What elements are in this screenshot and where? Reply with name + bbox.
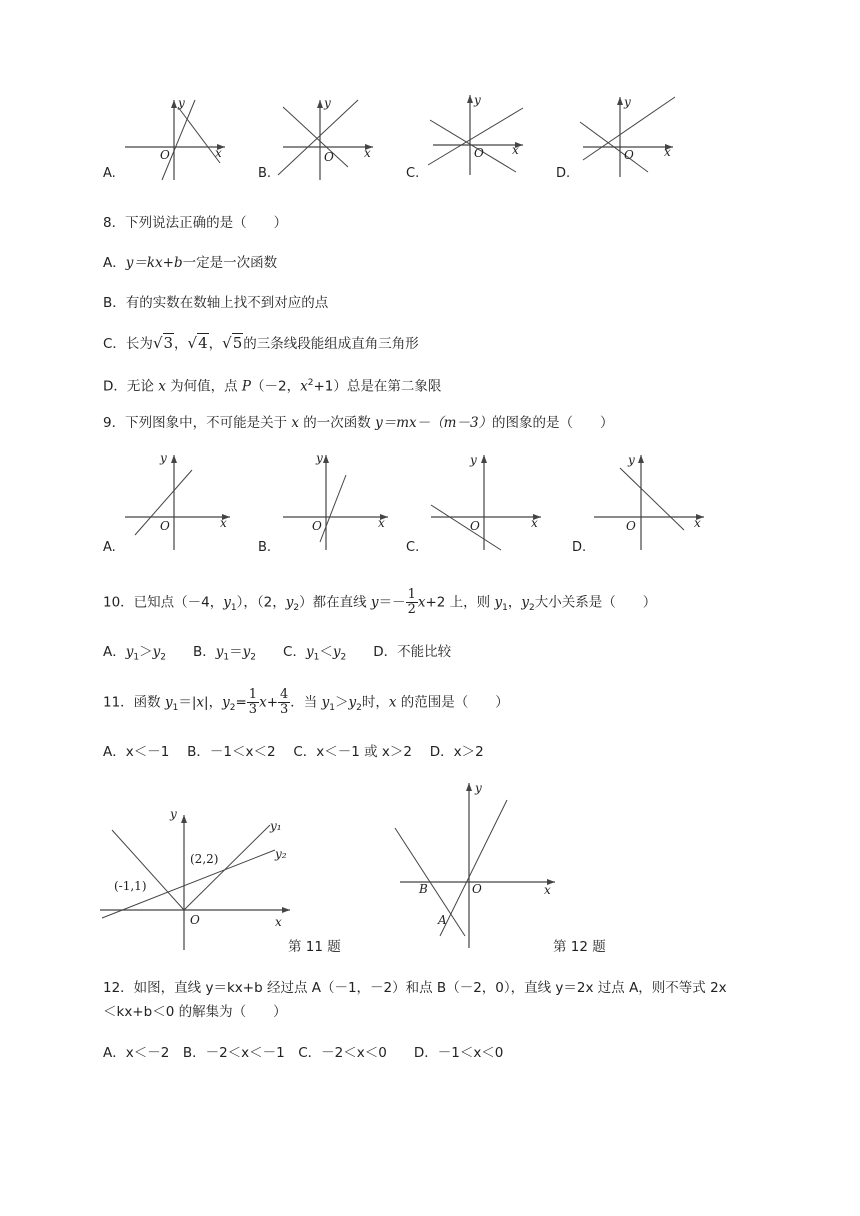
q7d-x-label: x bbox=[664, 145, 671, 159]
figure-12 bbox=[390, 778, 570, 953]
q8-option-d: D．无论 x 为何值，点 P（－2，$x^2+1$）总是在第二象限 bbox=[103, 378, 442, 395]
q9d-origin: O bbox=[626, 519, 636, 533]
q8-option-a: A．y＝kx+b一定是一次函数 bbox=[103, 255, 278, 271]
fig11-x-label: x bbox=[275, 915, 282, 929]
q7a-x-label: x bbox=[215, 146, 222, 160]
q9d-x-label: x bbox=[694, 516, 701, 530]
fig11-origin: O bbox=[190, 913, 200, 927]
q9-option-a-label: A. bbox=[103, 540, 116, 555]
fig11-point-neg1-1: (-1,1) bbox=[114, 879, 147, 893]
q7b-y-label: y bbox=[324, 96, 331, 110]
q7-graph-a bbox=[120, 95, 230, 185]
figure-12-caption: 第 12 题 bbox=[553, 939, 606, 955]
q9c-y-label: y bbox=[470, 453, 477, 467]
q7a-origin: O bbox=[160, 148, 170, 162]
figure-11-caption: 第 11 题 bbox=[288, 939, 341, 955]
fig11-y2-label: y₂ bbox=[275, 847, 287, 861]
q9b-x-label: x bbox=[378, 516, 385, 530]
q9-graph-c bbox=[426, 450, 551, 555]
q9a-x-label: x bbox=[220, 516, 227, 530]
q11-options: A．x＜－1 B．－1＜x＜2 C．x＜－1 或 x＞2 D．x＞2 bbox=[103, 744, 484, 760]
fig12-point-b: B bbox=[419, 882, 428, 896]
q7a-y-label: y bbox=[178, 96, 185, 110]
q9-graph-d bbox=[592, 450, 717, 555]
q7-option-a-label: A. bbox=[103, 166, 116, 181]
q9b-origin: O bbox=[312, 519, 322, 533]
q12-stem-line1: 12．如图，直线 y＝kx+b 经过点 A（－1，－2）和点 B（－2，0），直线 y＝2x 过点 A，则不等式 2x bbox=[103, 980, 727, 996]
q7-option-b-label: B. bbox=[258, 166, 272, 181]
q10-stem: 10．已知点（－4，$y_1$），（2，$y_2$）都在直线 y＝－ $\frac{1}{2}$ x+2 上，则 $y_1$，$y_2$大小关系是（ ） bbox=[103, 587, 657, 617]
q8-stem: 8．下列说法正确的是（ ） bbox=[103, 215, 288, 231]
q7b-x-label: x bbox=[364, 146, 371, 160]
figure-11 bbox=[100, 800, 300, 955]
q7-option-d-label: D. bbox=[556, 166, 571, 181]
fig11-y1-label: y₁ bbox=[270, 819, 282, 833]
q7-graph-c bbox=[428, 90, 538, 180]
q9a-y-label: y bbox=[160, 451, 167, 465]
q9-option-d-label: D. bbox=[572, 540, 587, 555]
q7-option-c-label: C. bbox=[406, 166, 420, 181]
fig12-point-a: A bbox=[438, 913, 447, 927]
q10-options: A．$y_1>y_2$ B．$y_1=y_2$ C．$y_1<y_2$ D．不能比较 bbox=[103, 644, 452, 663]
q8-option-c: C．长为√3，√4，√5的三条线段能组成直角三角形 bbox=[103, 334, 419, 352]
q9c-origin: O bbox=[470, 519, 480, 533]
q7-graph-b bbox=[278, 95, 388, 185]
q9b-y-label: y bbox=[316, 451, 323, 465]
q7-graph-d bbox=[578, 92, 688, 182]
q8-option-b: B．有的实数在数轴上找不到对应的点 bbox=[103, 295, 329, 311]
q9-stem: 9．下列图象中，不可能是关于 x 的一次函数 y＝mx－（m－3）的图象的是（ ） bbox=[103, 415, 614, 431]
fig11-y-label: y bbox=[170, 807, 177, 821]
q7b-origin: O bbox=[324, 150, 334, 164]
q7c-y-label: y bbox=[474, 93, 481, 107]
q9-option-b-label: B. bbox=[258, 540, 272, 555]
q9-graph-b bbox=[278, 450, 398, 555]
fig12-x-label: x bbox=[544, 883, 551, 897]
fig12-origin: O bbox=[472, 882, 482, 896]
q9a-origin: O bbox=[160, 519, 170, 533]
q9-graph-a bbox=[120, 450, 240, 555]
q9c-x-label: x bbox=[531, 516, 538, 530]
q12-options: A．x＜－2 B．－2＜x＜－1 C．－2＜x＜0 D．－1＜x＜0 bbox=[103, 1045, 504, 1061]
q12-stem-line2: ＜kx+b＜0 的解集为（ ） bbox=[103, 1004, 287, 1020]
q11-stem: 11．函数 $y_1=|x|$，$y_2=$ $\frac{1}{3}$ x+ $\frac{4}{3}$ ．当 $y_1>y_2$时，x 的范围是（ ） bbox=[103, 687, 509, 717]
q9d-y-label: y bbox=[628, 453, 635, 467]
q7c-origin: O bbox=[474, 146, 484, 160]
q7d-y-label: y bbox=[624, 95, 631, 109]
q9-option-c-label: C. bbox=[406, 540, 420, 555]
q7c-x-label: x bbox=[512, 143, 519, 157]
fig11-point-2-2: (2,2) bbox=[190, 852, 219, 866]
q7d-origin: O bbox=[624, 148, 634, 162]
fig12-y-label: y bbox=[475, 781, 482, 795]
